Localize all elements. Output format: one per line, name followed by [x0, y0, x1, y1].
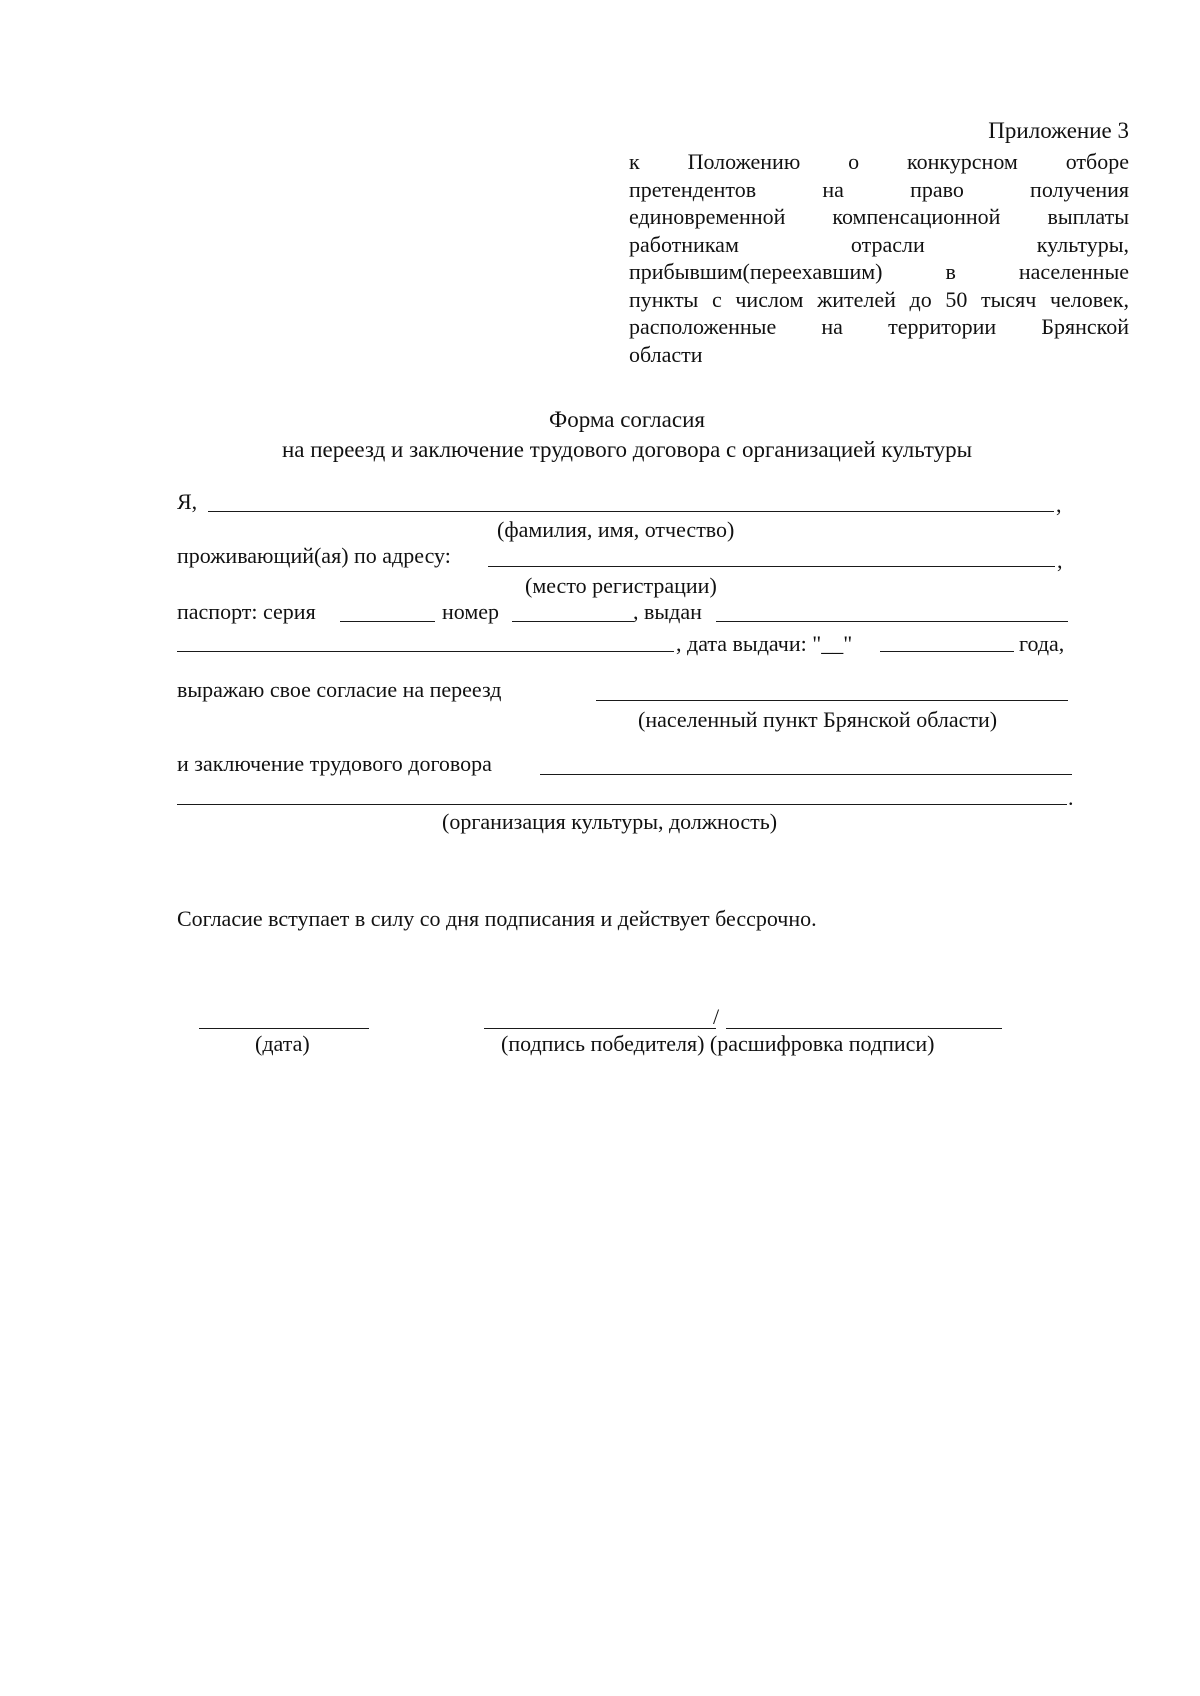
locality-caption: (населенный пункт Брянской области) [638, 707, 998, 732]
date-caption: (дата) [255, 1031, 310, 1056]
comma-mark: , [1057, 548, 1063, 573]
appendix-line: области [629, 341, 703, 367]
signature-caption: (подпись победителя) (расшифровка подписи) [501, 1031, 935, 1056]
appendix-line: работникам отрасли культуры, [629, 231, 1129, 257]
issued-by-field[interactable] [716, 621, 1068, 622]
appendix-line: единовременной компенсационной выплаты [629, 204, 1129, 229]
validity-text: Согласие вступает в силу со дня подписания и действует бессрочно. [177, 906, 817, 931]
contract-label: и заключение трудового договора [177, 751, 492, 776]
passport-series-field[interactable] [340, 621, 435, 622]
issued-by-label: , выдан [633, 599, 702, 624]
period-mark: . [1068, 785, 1074, 810]
signature-field[interactable] [484, 1028, 716, 1029]
address-field[interactable] [488, 566, 1055, 567]
appendix-body [629, 148, 1129, 368]
appendix-line: претендентов на право получения [629, 176, 1129, 202]
issue-date-label: , дата выдачи: "__" [676, 631, 853, 656]
issued-by-continuation-field[interactable] [177, 651, 674, 652]
appendix-line: к Положению о конкурсном отборе [629, 149, 1129, 174]
organization-caption: (организация культуры, должность) [442, 809, 778, 834]
form-subtitle: на переезд и заключение трудового договора с организацией культуры [281, 437, 973, 462]
full-name-field[interactable] [208, 511, 1054, 512]
locality-field[interactable] [596, 700, 1068, 701]
appendix-line: расположенные на территории Брянской [629, 314, 1129, 339]
contract-field[interactable] [540, 774, 1072, 775]
form-title: Форма согласия [549, 407, 705, 432]
date-field[interactable] [199, 1028, 369, 1029]
appendix-line: прибывшим(переехавшим) в населенные [629, 259, 1129, 284]
i-label: Я, [177, 489, 198, 514]
address-label: проживающий(ая) по адресу: [177, 543, 451, 568]
name-caption: (фамилия, имя, отчество) [497, 517, 735, 542]
organization-field[interactable] [177, 804, 1067, 805]
consent-label: выражаю свое согласие на переезд [177, 677, 502, 702]
passport-series-label: паспорт: серия [177, 599, 316, 624]
signature-slash: / [713, 1004, 720, 1029]
appendix-line: пункты с числом жителей до 50 тысяч человек, [629, 286, 1129, 312]
signature-decryption-field[interactable] [726, 1028, 1002, 1029]
address-caption: (место регистрации) [525, 573, 717, 598]
comma-mark: , [1056, 492, 1062, 517]
passport-number-label: номер [442, 599, 500, 624]
passport-number-field[interactable] [512, 621, 634, 622]
appendix-title: Приложение 3 [988, 118, 1129, 143]
issue-date-field[interactable] [880, 651, 1014, 652]
year-label: года, [1019, 631, 1065, 656]
